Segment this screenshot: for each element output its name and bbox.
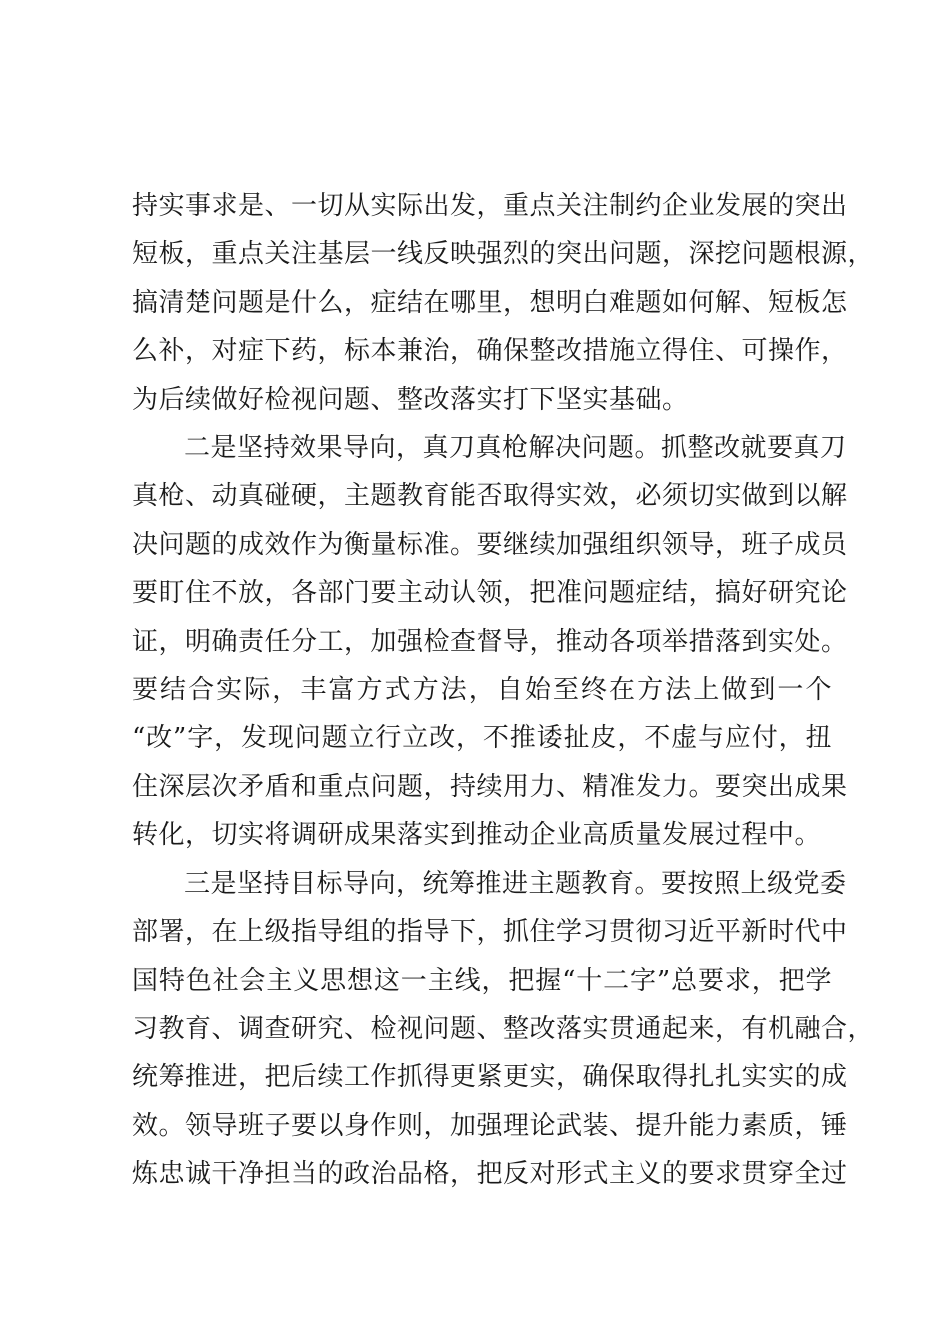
text-line: 炼忠诚干净担当的政治品格，把反对形式主义的要求贯穿全过 — [132, 1159, 848, 1190]
text-line: “改”字，发现问题立行立改，不推诿扯皮，不虚与应付，扭 — [132, 723, 832, 754]
text-line: 搞清楚问题是什么，症结在哪里，想明白难题如何解、短板怎 — [132, 287, 848, 318]
text-line: 国特色社会主义思想这一主线，把握“十二字”总要求，把学 — [132, 965, 832, 996]
text-line: 持实事求是、一切从实际出发，重点关注制约企业发展的突出 — [132, 191, 848, 221]
text-line: 为后续做好检视问题、整改落实打下坚实基础。 — [132, 384, 689, 415]
text-line: 要盯住不放，各部门要主动认领，把准问题症结，搞好研究论 — [132, 578, 848, 609]
document-body — [132, 182, 875, 1199]
text-line: 住深层次矛盾和重点问题，持续用力、精准发力。要突出成果 — [132, 771, 848, 802]
text-line: 真枪、动真碰硬，主题教育能否取得实效，必须切实做到以解 — [132, 481, 848, 512]
text-line: 转化，切实将调研成果落实到推动企业高质量发展过程中。 — [132, 820, 822, 851]
text-line: 习教育、调查研究、检视问题、整改落实贯通起来，有机融合， — [132, 1013, 875, 1044]
paragraph-1 — [132, 182, 875, 424]
text-line: 统筹推进，把后续工作抓得更紧更实，确保取得扎扎实实的成 — [132, 1062, 848, 1093]
paragraph-3 — [132, 860, 875, 1199]
text-line: 么补，对症下药，标本兼治，确保整改措施立得住、可操作， — [132, 336, 848, 367]
text-line: 三是坚持目标导向，统筹推进主题教育。要按照上级党委 — [184, 868, 847, 899]
text-line: 短板，重点关注基层一线反映强烈的突出问题，深挖问题根源， — [132, 239, 875, 270]
text-line: 二是坚持效果导向，真刀真枪解决问题。抓整改就要真刀 — [184, 433, 847, 464]
text-line: 决问题的成效作为衡量标准。要继续加强组织领导，班子成员 — [132, 529, 848, 560]
text-line: 效。领导班子要以身作则，加强理论武装、提升能力素质，锤 — [132, 1110, 848, 1141]
paragraph-2 — [132, 424, 848, 860]
text-line: 要结合实际，丰富方式方法，自始至终在方法上做到一个 — [132, 675, 832, 706]
text-line: 部署，在上级指导组的指导下，抓住学习贯彻习近平新时代中 — [132, 917, 848, 948]
text-line: 证，明确责任分工，加强检查督导，推动各项举措落到实处。 — [132, 626, 848, 657]
